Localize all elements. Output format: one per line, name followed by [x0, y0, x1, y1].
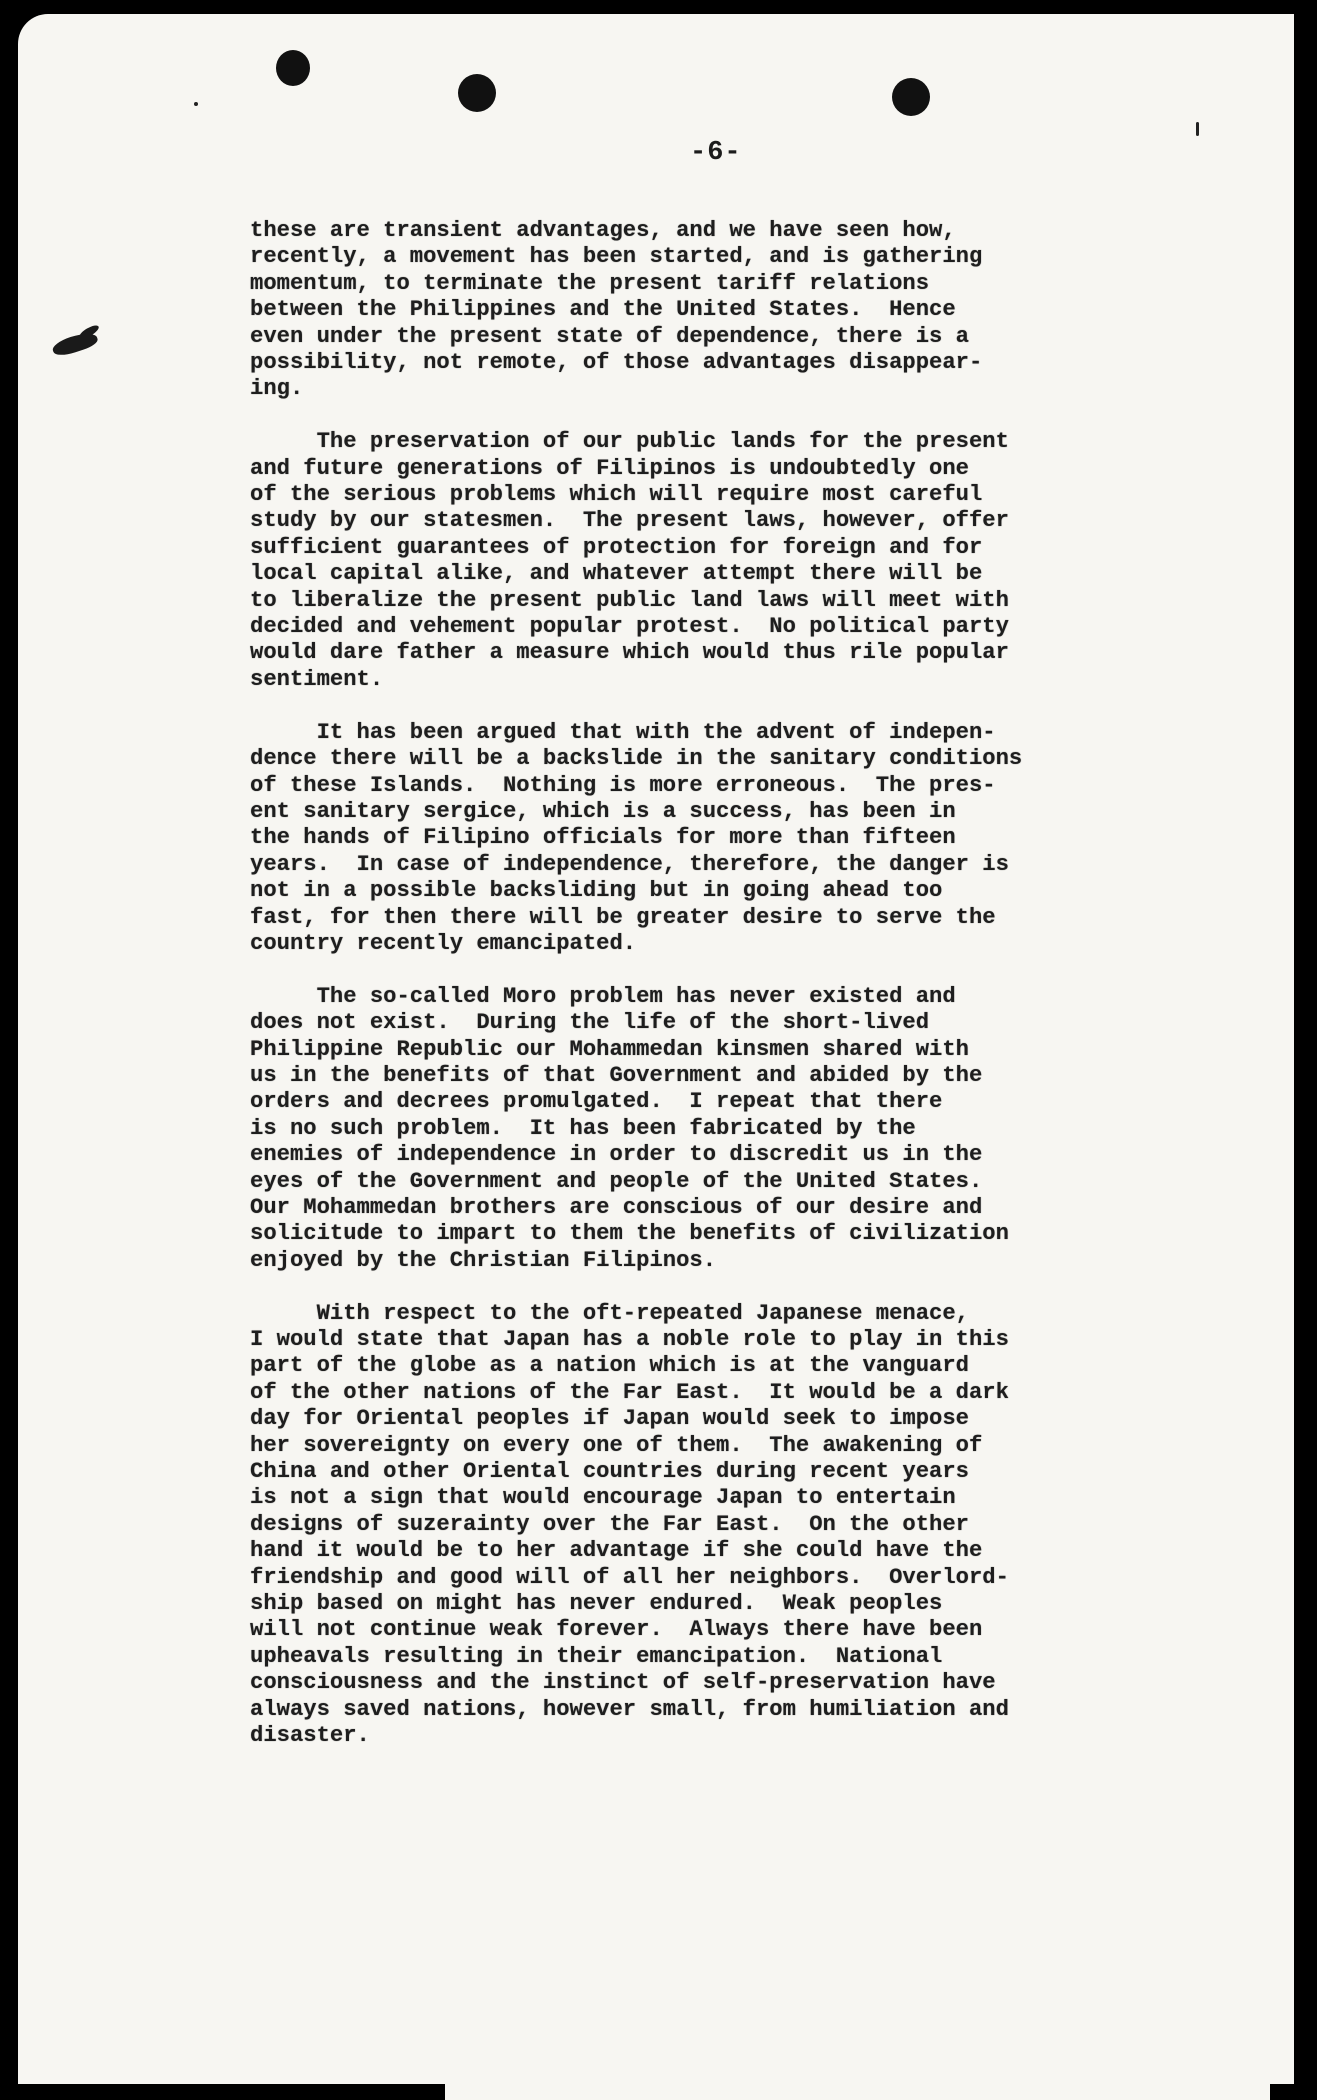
text-line: fast, for then there will be greater desire to serve the — [250, 904, 996, 930]
paragraph-moro-problem — [250, 984, 1210, 1274]
text-line: not in a possible backsliding but in going ahead too — [250, 878, 943, 904]
text-line: friendship and good will of all her neighbors. Overlord- — [250, 1564, 1009, 1590]
ink-speck — [194, 102, 198, 106]
text-line: dence there will be a backslide in the sanitary conditions — [250, 746, 1023, 772]
text-line: sufficient guarantees of protection for foreign and for — [250, 534, 983, 560]
ink-speck — [1196, 122, 1199, 136]
text-line: country recently emancipated. — [250, 930, 637, 956]
paragraph-japanese-menace — [250, 1301, 1210, 1750]
text-line: It has been argued that with the advent of indepen- — [250, 719, 996, 745]
text-line: always saved nations, however small, from humiliation and — [250, 1696, 1009, 1722]
text-line: would dare father a measure which would thus rile popular — [250, 640, 1009, 666]
text-line: ent sanitary sergice, which is a success, has been in — [250, 798, 956, 824]
paragraph-tariff — [250, 218, 1210, 403]
text-line: is not a sign that would encourage Japan to entertain — [250, 1485, 956, 1511]
text-line: With respect to the oft-repeated Japanese menace, — [250, 1300, 969, 1326]
text-line: of the serious problems which will require most careful — [250, 482, 983, 508]
text-line: of these Islands. Nothing is more erroneous. The pres- — [250, 772, 996, 798]
text-line: to liberalize the present public land laws will meet with — [250, 587, 1009, 613]
paragraph-public-lands — [250, 429, 1210, 693]
text-line: her sovereignty on every one of them. The awakening of — [250, 1432, 983, 1458]
text-line: orders and decrees promulgated. I repeat that there — [250, 1089, 943, 1115]
text-line: China and other Oriental countries during recent years — [250, 1459, 969, 1485]
text-line: disaster. — [250, 1723, 370, 1749]
text-line: The preservation of our public lands for the present — [250, 429, 1009, 455]
text-line: of the other nations of the Far East. It would be a dark — [250, 1379, 1009, 1405]
text-line: study by our statesmen. The present laws, however, offer — [250, 508, 1009, 534]
document-page — [18, 14, 1294, 2084]
text-line: eyes of the Government and people of the United States. — [250, 1168, 983, 1194]
text-line: us in the benefits of that Government and abided by the — [250, 1062, 983, 1088]
text-line: enemies of independence in order to discredit us in the — [250, 1142, 983, 1168]
text-line: upheavals resulting in their emancipation. National — [250, 1643, 943, 1669]
paragraph-sanitary — [250, 720, 1210, 958]
text-line: enjoyed by the Christian Filipinos. — [250, 1247, 717, 1273]
text-line: designs of suzerainty over the Far East. On the other — [250, 1511, 969, 1537]
text-line: day for Oriental peoples if Japan would seek to impose — [250, 1406, 969, 1432]
text-line: recently, a movement has been started, and is gathering — [250, 244, 983, 270]
text-line: ship based on might has never endured. Weak peoples — [250, 1591, 943, 1617]
text-line: Philippine Republic our Mohammedan kinsmen shared with — [250, 1036, 969, 1062]
page-number: -6- — [690, 138, 742, 168]
text-line: decided and vehement popular protest. No political party — [250, 614, 1009, 640]
text-line: solicitude to impart to them the benefits of civilization — [250, 1221, 1009, 1247]
text-line: these are transient advantages, and we have seen how, — [250, 218, 956, 243]
text-line: Our Mohammedan brothers are conscious of our desire and — [250, 1194, 983, 1220]
text-line: momentum, to terminate the present tariff relations — [250, 270, 930, 296]
text-line: ing. — [250, 376, 304, 402]
punch-hole — [458, 74, 496, 112]
text-line: between the Philippines and the United States. Hence — [250, 297, 956, 323]
text-line: hand it would be to her advantage if she could have the — [250, 1538, 983, 1564]
punch-hole — [276, 50, 310, 86]
text-line: even under the present state of dependence, there is a — [250, 323, 969, 349]
text-line: possibility, not remote, of those advantages disappear- — [250, 350, 983, 376]
text-line: consciousness and the instinct of self-preservation have — [250, 1670, 996, 1696]
text-line: part of the globe as a nation which is at the vanguard — [250, 1353, 969, 1379]
page-bottom-edge — [445, 2084, 1270, 2100]
text-line: is no such problem. It has been fabricated by the — [250, 1115, 916, 1141]
punch-hole — [892, 78, 930, 116]
document-body — [250, 218, 1210, 1776]
text-line: does not exist. During the life of the short-lived — [250, 1010, 930, 1036]
text-line: local capital alike, and whatever attempt there will be — [250, 561, 983, 587]
text-line: and future generations of Filipinos is undoubtedly one — [250, 455, 969, 481]
text-line: I would state that Japan has a noble role to play in this — [250, 1327, 1009, 1352]
text-line: will not continue weak forever. Always there have been — [250, 1617, 983, 1643]
text-line: years. In case of independence, therefore, the danger is — [250, 851, 1009, 877]
text-line: sentiment. — [250, 666, 384, 692]
text-line: The so-called Moro problem has never existed and — [250, 983, 956, 1009]
text-line: the hands of Filipino officials for more than fifteen — [250, 825, 956, 851]
